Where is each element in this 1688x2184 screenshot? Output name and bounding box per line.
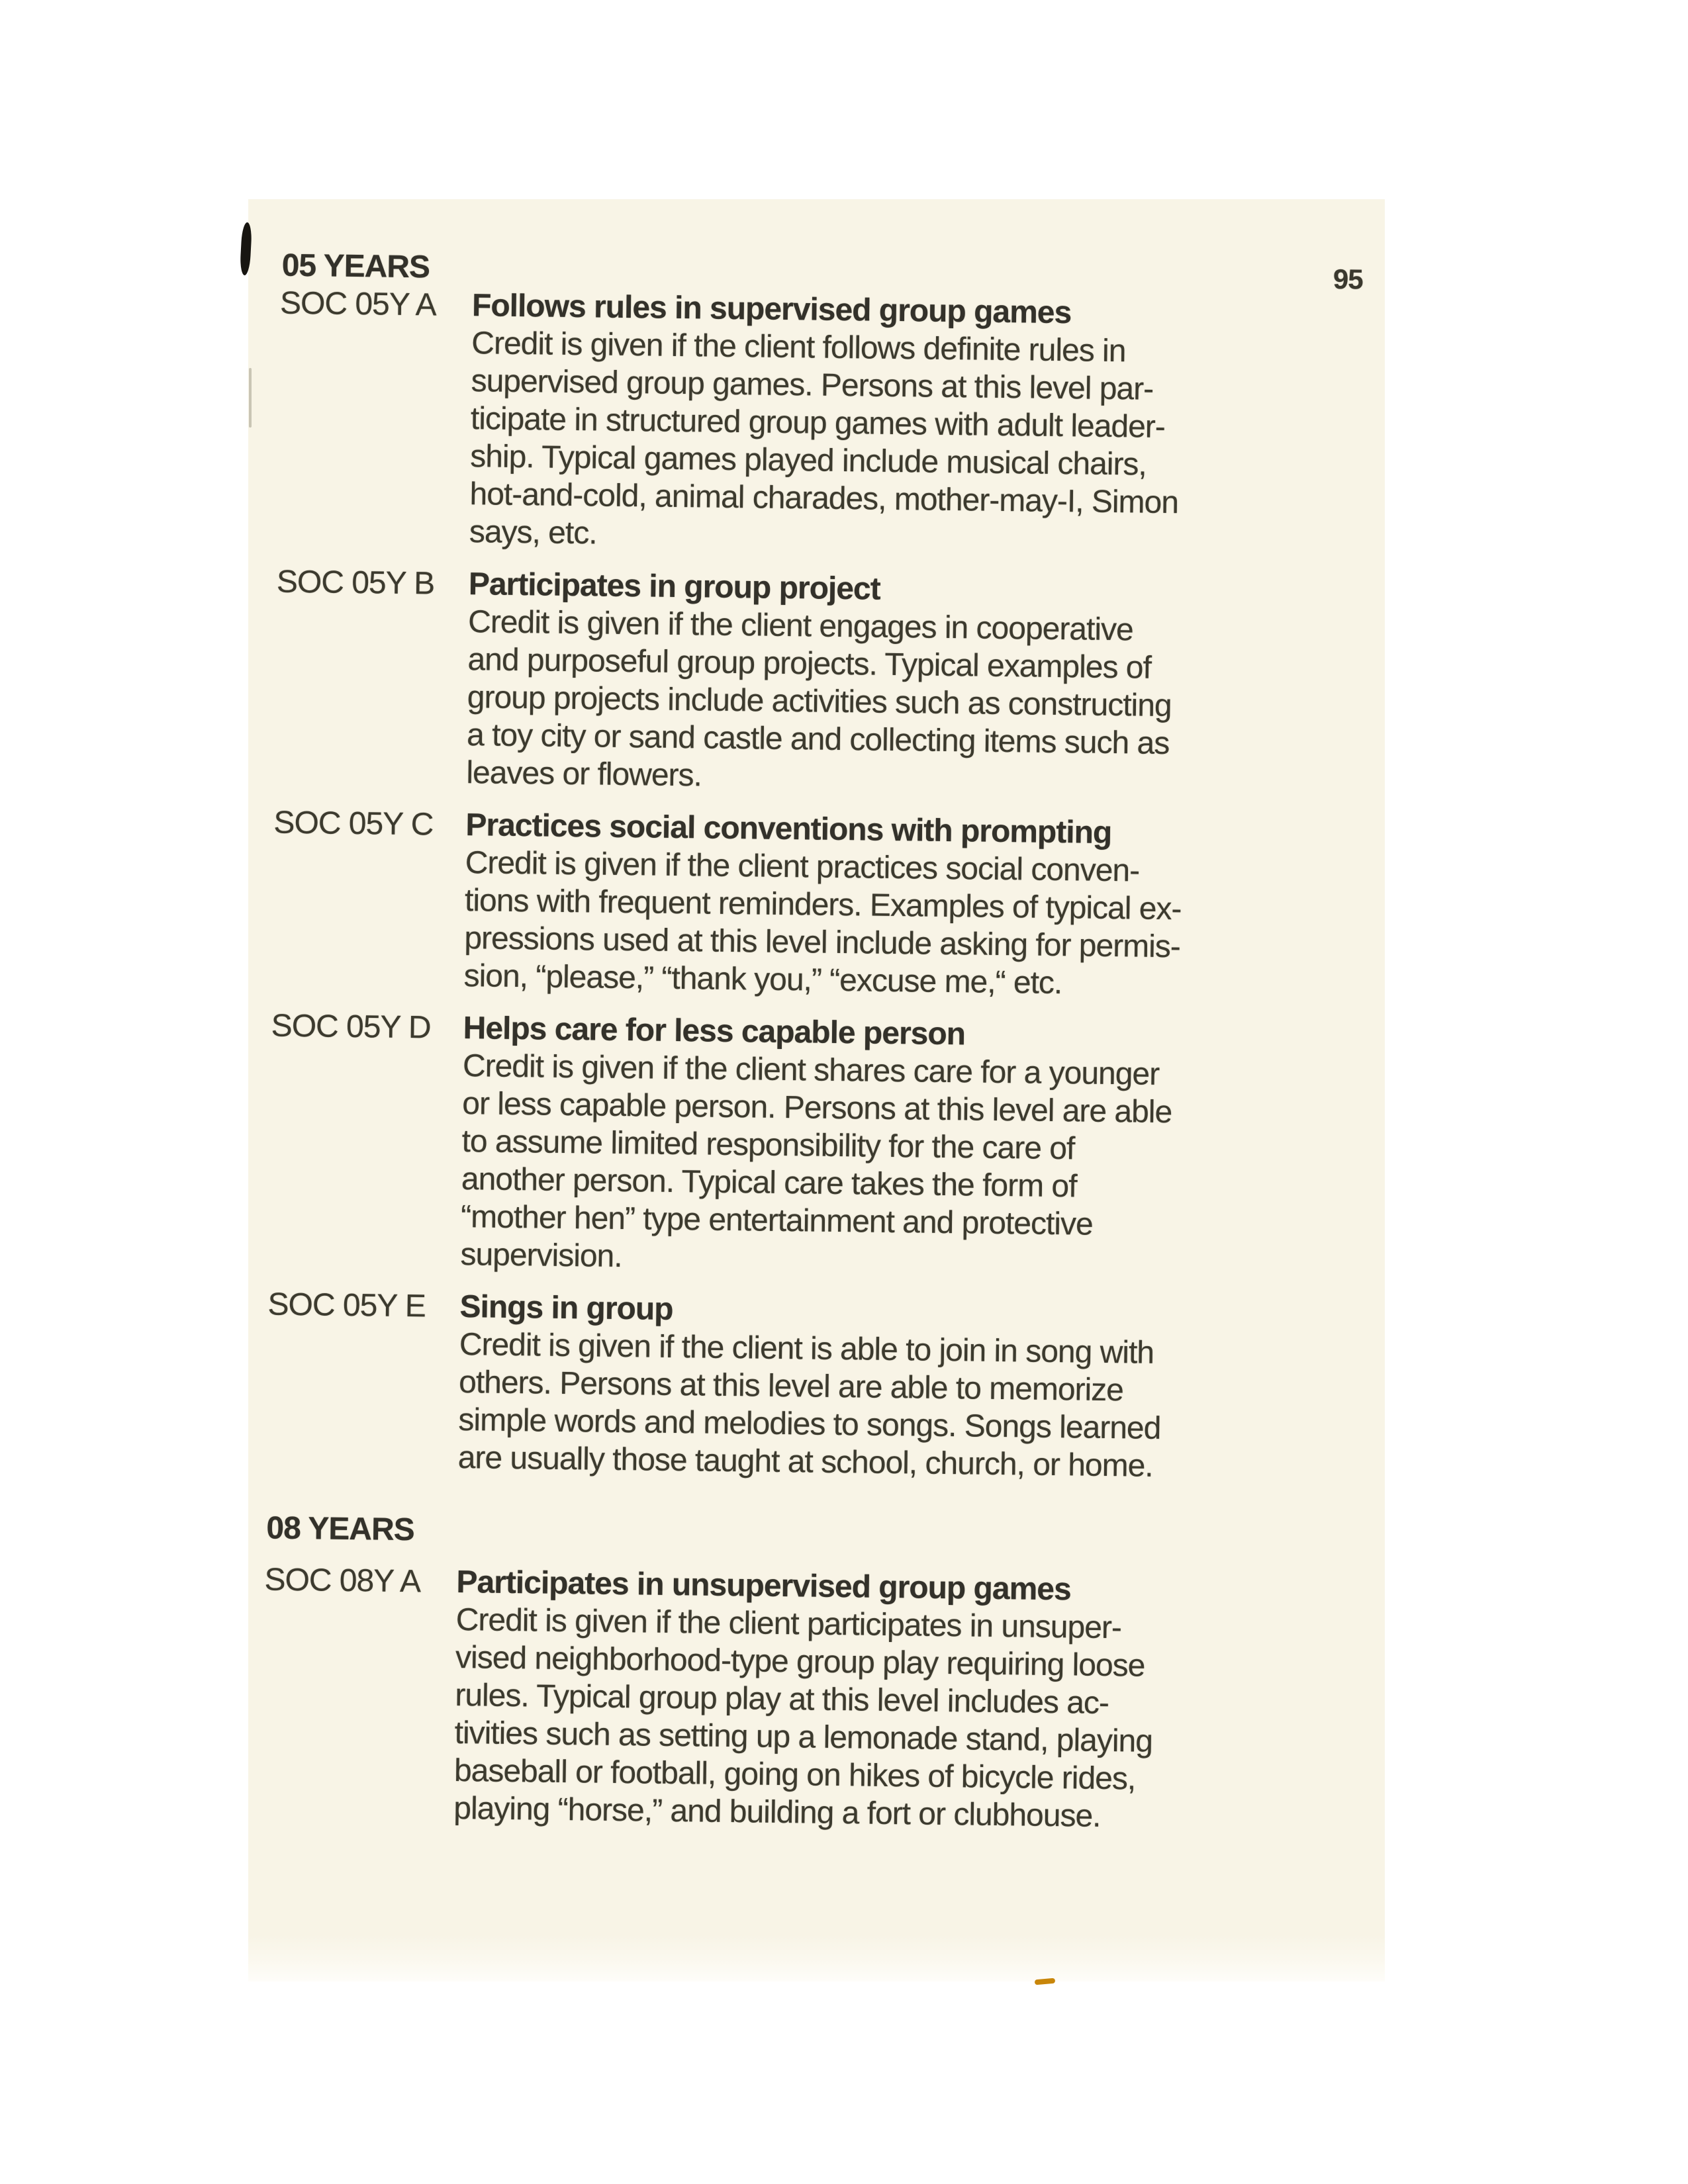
body-line: supervised group games. Persons at this level par- (471, 363, 1154, 407)
body-line: and purposeful group projects. Typical examples of (467, 642, 1152, 686)
body-line: ticipate in structured group games with adult leader- (470, 401, 1166, 445)
item-text (469, 287, 1313, 561)
paper-bottom-edge (248, 1935, 1385, 1981)
item-code: SOC 05Y C (273, 805, 434, 842)
item-code: SOC 05Y E (267, 1287, 426, 1324)
body-line: a toy city or sand castle and collecting items such as (466, 717, 1170, 762)
page-number: 95 (1333, 263, 1363, 295)
body-line: Credit is given if the client practices social conven- (465, 845, 1140, 889)
body-line: another person. Typical care takes the form of (461, 1161, 1077, 1205)
item-title: Participates in unsupervised group games (456, 1565, 1072, 1608)
body-line: rules. Typical group play at this level includes ac- (455, 1677, 1109, 1721)
body-line: group projects include activities such as constructing (467, 680, 1172, 724)
body-line: baseball or football, going on hikes of bicycle rides, (453, 1752, 1136, 1797)
scan-artifact-orange-dash (1035, 1978, 1056, 1985)
body-line: are usually those taught at school, church, or home. (457, 1440, 1154, 1484)
page-content (228, 199, 1385, 1839)
body-line: says, etc. (469, 514, 597, 551)
scan-artifact-vertical-line (249, 368, 252, 428)
item-title: Follows rules in supervised group games (471, 288, 1072, 331)
body-line: playing “horse,” and building a fort or clubhouse. (453, 1790, 1101, 1834)
item-code: SOC 05Y D (271, 1008, 431, 1046)
item-text (463, 806, 1306, 1005)
age-header-05-years: 05 YEARS (281, 248, 430, 285)
item-soc-05y-c (238, 803, 1377, 1006)
body-line: simple words and melodies to songs. Songs learned (458, 1402, 1161, 1446)
item-soc-05y-d (235, 1007, 1375, 1285)
body-line: others. Persons at this level are able to memorize (458, 1365, 1124, 1408)
body-line: to assume limited responsibility for the care of (461, 1124, 1075, 1167)
age-header-08-years: 08 YEARS (266, 1510, 415, 1548)
body-line: ship. Typical games played include musical chairs, (469, 439, 1147, 482)
body-line: pressions used at this level include asking for permis- (464, 921, 1181, 965)
item-text (453, 1563, 1297, 1837)
body-line: sion, “please,” “thank you,” “excuse me,“ etc. (463, 958, 1062, 1001)
body-line: Credit is given if the client follows definite rules in (471, 326, 1126, 369)
body-line: leaves or flowers. (466, 755, 702, 794)
body-line: vised neighborhood-type group play requiring loose (455, 1639, 1145, 1684)
body-line: tions with frequent reminders. Examples of typical ex- (464, 883, 1182, 927)
item-text (466, 565, 1309, 801)
body-line: Credit is given if the client engages in cooperative (467, 604, 1134, 648)
body-line: Credit is given if the client is able to join in song with (459, 1327, 1154, 1371)
item-soc-05y-b (241, 563, 1380, 803)
body-line: Credit is given if the client shares care for a younger (462, 1048, 1160, 1092)
item-text (460, 1009, 1304, 1283)
body-line: Credit is given if the client participates in unsuper- (455, 1602, 1122, 1646)
body-line: or less capable person. Persons at this level are able (462, 1086, 1172, 1130)
item-title: Participates in group project (468, 567, 880, 607)
body-line: supervision. (460, 1237, 622, 1275)
item-code: SOC 05Y B (276, 564, 435, 602)
item-title: Practices social conventions with prompting (465, 807, 1112, 851)
body-line: tivities such as setting up a lemonade stand, playing (454, 1715, 1153, 1759)
item-soc-08y-a (228, 1561, 1368, 1839)
item-soc-05y-e (232, 1285, 1371, 1488)
item-code: SOC 08Y A (264, 1562, 421, 1600)
item-text (457, 1288, 1300, 1486)
item-title: Helps care for less capable person (463, 1011, 966, 1052)
item-code: SOC 05Y A (279, 285, 436, 323)
item-soc-05y-a (244, 284, 1384, 562)
item-title: Sings in group (459, 1289, 673, 1327)
body-line: hot-and-cold, animal charades, mother-may-I, Simon (469, 477, 1179, 521)
body-line: “mother hen” type entertainment and protective (460, 1199, 1094, 1242)
